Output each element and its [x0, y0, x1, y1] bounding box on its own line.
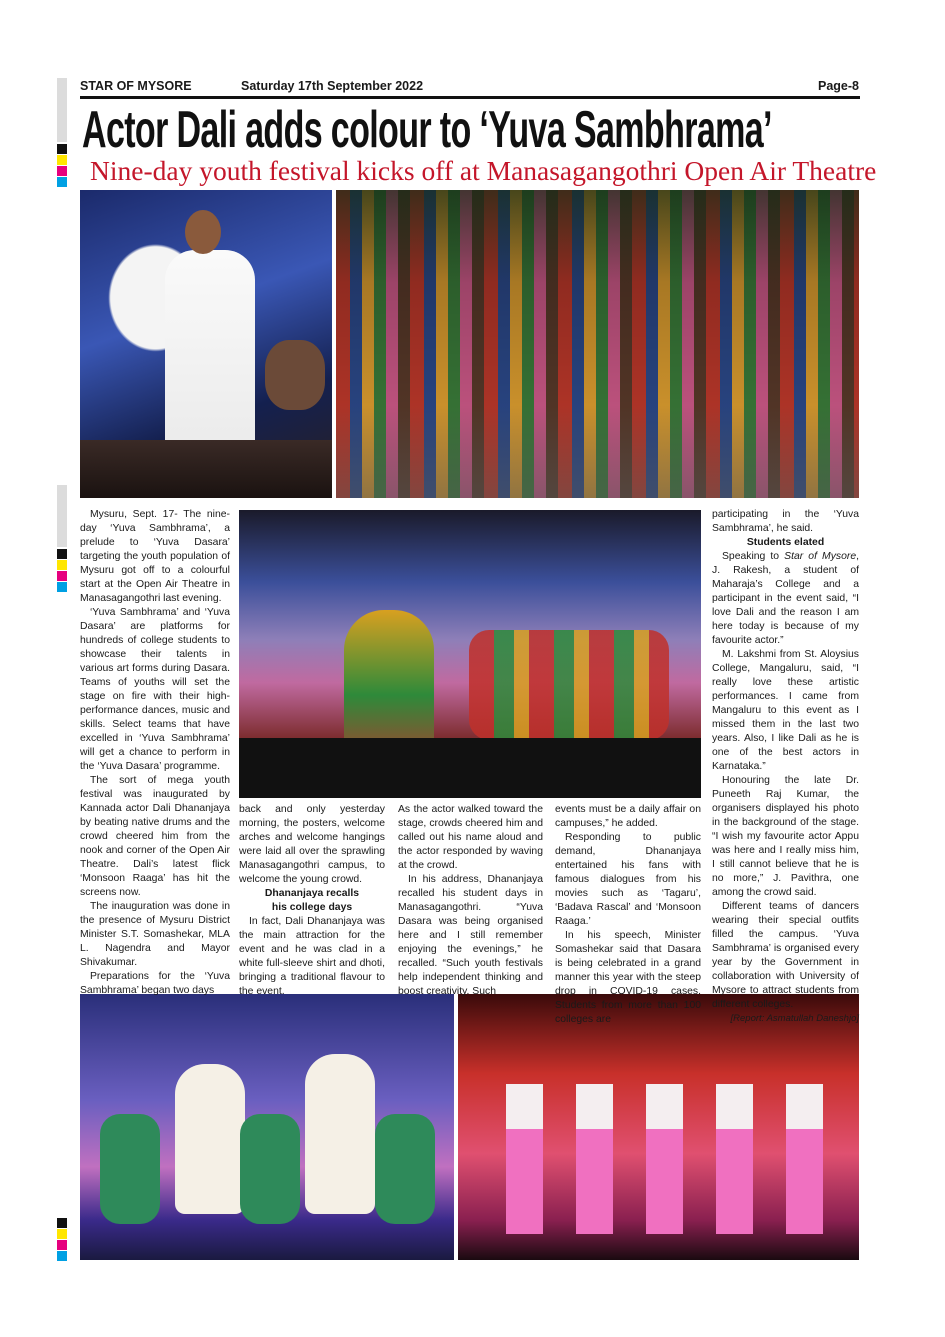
registration-cyan [57, 582, 67, 592]
headline: Actor Dali adds colour to ‘Yuva Sambhrama’ [82, 101, 772, 159]
paragraph: back and only yesterday morning, the posters, welcome arches and welcome hangings were laid all over the sprawling Manasagangothri campus, to welcome the young crowd. [239, 804, 385, 885]
header-rule [80, 96, 860, 99]
paragraph [712, 550, 859, 648]
paper-name: STAR OF MYSORE [80, 79, 192, 93]
paragraph: M. Lakshmi from St. Aloysius College, Mangaluru, said, “I really love these artistic performances. I came from Mangaluru to this event as I missed them in the last two years. Also, I like Dali as he is one of the best actors in Karnataka.” [712, 649, 859, 772]
photo-actor-on-stage [80, 190, 332, 498]
paragraph: In his speech, Minister Somashekar said that Dasara is being celebrated in a grand manner this year with the steep drop in COVID-19 cases. Students from more than 100 colleges are [555, 930, 701, 1025]
registration-bar [57, 78, 67, 142]
text: Speaking to [722, 551, 785, 562]
article-column-1 [80, 508, 230, 998]
paragraph: participating in the ‘Yuva Sambhrama’, he said. [712, 509, 859, 534]
crosshead-line: his college days [271, 902, 353, 913]
photo-western-dancers [458, 994, 859, 1260]
paragraph: Preparations for the ‘Yuva Sambhrama’ began two days [80, 971, 230, 996]
registration-magenta [57, 166, 67, 176]
registration-yellow [57, 560, 67, 570]
crosshead-line: Dhananjaya recalls [264, 888, 360, 899]
registration-magenta [57, 1240, 67, 1250]
paragraph: Different teams of dancers wearing their special outfits filled the campus. ‘Yuva Sambhrama’ is organised every year by the Government in collaboration with University of Mysore to attract students from different colleges. [712, 901, 859, 1010]
article-column-2 [239, 803, 385, 999]
article-column-4 [555, 803, 701, 1027]
registration-bar [57, 485, 67, 547]
paragraph: Responding to public demand, Dhananjaya entertained his fans with famous dialogues from his movies such as ‘Tagaru’, ‘Badava Rascal’ and ‘Monsoon Raaga.’ [555, 832, 701, 927]
paragraph: Honouring the late Dr. Puneeth Raj Kumar, the organisers displayed his photo in the background of the stage. “I wish my favourite actor Appu was here and I really miss him, I still cannot believe that he is no more,” J. Pavithra, one among the crowd said. [712, 775, 859, 898]
registration-yellow [57, 1229, 67, 1239]
registration-cyan [57, 177, 67, 187]
photo-folk-dancers [239, 510, 701, 798]
crosshead [239, 887, 385, 915]
paragraph: events must be a daily affair on campuses,” he added. [555, 804, 701, 829]
report-credit: [Report: Asmatullah Daneshjo] [730, 1013, 859, 1024]
paragraph: The inauguration was done in the presence of Mysuru District Minister S.T. Somashekar, MLA L. Nagendra and Mayor Shivakumar. [80, 901, 230, 968]
paragraph: ‘Yuva Sambhrama’ and ‘Yuva Dasara’ are platforms for hundreds of college students to showcase their talents in various art forms during Dasara. Teams of youths will set the stage on fire with their high-performance dances, music and skills. Select teams that have excelled in ‘Yuva Sambhrama’ will get a chance to perform in the ‘Yuva Dasara’ programme. [80, 607, 230, 772]
registration-cyan [57, 1251, 67, 1261]
paragraph: In his address, Dhananjaya recalled his student days in Manasagangothri. “Yuva Dasara was being organised here and I still remember enjoying the evenings,” he recalled. “Such youth festivals help independent thinking and boost creativity. Such [398, 874, 543, 997]
page-number: Page-8 [818, 79, 859, 93]
registration-magenta [57, 571, 67, 581]
article-column-3 [398, 803, 543, 999]
registration-black [57, 549, 67, 559]
paragraph: The sort of mega youth festival was inaugurated by Kannada actor Dali Dhananjaya by beating native drums and the crowd cheered him from the nook and corner of the Open Air Theatre. Dali’s latest flick ‘Monsoon Raaga’ has hit the screens now. [80, 775, 230, 898]
photo-crowd [336, 190, 859, 498]
article-column-5 [712, 508, 859, 1026]
registration-yellow [57, 155, 67, 165]
registration-black [57, 144, 67, 154]
text: , J. Rakesh, a student of Maharaja’s College and a participant in the event said, “I love Dali and the reason I am here today is because of my favourite actor.” [712, 551, 859, 646]
photo-classical-dancers [80, 994, 454, 1260]
paragraph: In fact, Dali Dhananjaya was the main attraction for the event and he was clad in a white full-sleeve shirt and dhoti, bringing a traditional flavour to the event. [239, 916, 385, 997]
publication-name: Star of Mysore [784, 551, 857, 562]
paragraph: As the actor walked toward the stage, crowds cheered him and called out his name aloud and the actor responded by waving at the crowd. [398, 804, 543, 871]
subheadline: Nine-day youth festival kicks off at Manasagangothri Open Air Theatre [90, 155, 877, 186]
issue-date: Saturday 17th September 2022 [241, 79, 424, 93]
paragraph: Mysuru, Sept. 17- The nine-day ‘Yuva Sambhrama’, a prelude to ‘Yuva Dasara’ targeting the youth population of Mysuru got off to a colourful start at the Open Air Theatre in Manasagangothri last evening. [80, 509, 230, 604]
crosshead: Students elated [746, 537, 825, 548]
registration-black [57, 1218, 67, 1228]
